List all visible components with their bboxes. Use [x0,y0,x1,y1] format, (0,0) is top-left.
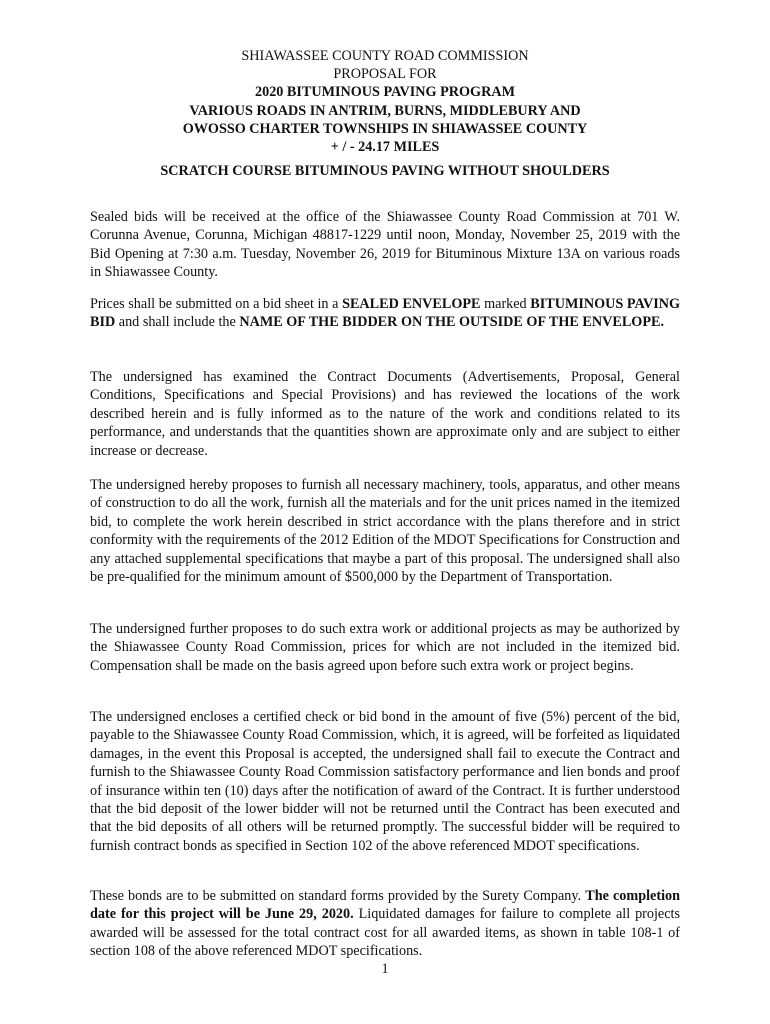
paragraph-bonds-completion [90,887,680,961]
paragraph-bid-sheet [90,295,680,332]
p2-bold-paving-bid: BITUMINOUS PAVING BID [90,296,680,331]
document-header [0,47,770,156]
header-program-title: 2020 BITUMINOUS PAVING PROGRAM [255,84,515,101]
page-number: 1 [381,961,389,977]
section-subheading: SCRATCH COURSE BITUMINOUS PAVING WITHOUT SHOULDERS [160,163,610,179]
paragraph-sealed-bids: Sealed bids will be received at the office of the Shiawassee County Road Commission at 701 W. Corunna Avenue, Corunna, Michigan 48817-1229 until noon, Monday, November 25, 2019 with the Bid Opening at 7:30 a.m. Tuesday, November 26, 2019 for Bituminous Mixture 13A on various roads in Shiawassee County. [90,209,680,281]
header-agency: SHIAWASSEE COUNTY ROAD COMMISSION [241,48,529,64]
p7-bold-completion-date: The completion date for this project will be June 29, 2020. [90,888,680,923]
p2-text-a: Prices shall be submitted on a bid sheet in a [90,296,343,312]
paragraph-furnish-machinery: The undersigned hereby proposes to furnish all necessary machinery, tools, apparatus, and other means of construction to do all the work, furnish all the materials and for the unit prices named in the itemized bid, to complete the work herein described in strict accordance with the plans therefore and in strict conformity with the requirements of the 2012 Edition of the MDOT Specifications for Construction and any attached supplemental specifications that maybe a part of this proposal. The undersigned shall also be pre-qualified for the minimum amount of $500,000 by the Department of Transportation. [90,477,680,586]
p7-text-a: These bonds are to be submitted on standard forms provided by the Surety Company. [90,888,586,904]
p2-bold-bidder-name: NAME OF THE BIDDER ON THE OUTSIDE OF THE ENVELOPE. [239,314,664,331]
p2-text-e: and shall include the [115,314,240,331]
header-roads-line: VARIOUS ROADS IN ANTRIM, BURNS, MIDDLEBURY AND [189,102,581,119]
header-townships-line: OWOSSO CHARTER TOWNSHIPS IN SHIAWASSEE COUNTY [182,120,588,137]
header-miles: + / - 24.17 MILES [330,139,440,156]
p7-text-c: Liquidated damages for failure to complete all projects awarded will be assessed for the total contract cost for all awarded items, as shown in table 108-1 of section 108 of the above referenced MDOT specifications. [90,906,680,960]
p2-bold-sealed-envelope: SEALED ENVELOPE [342,296,481,312]
paragraph-bid-bond: The undersigned encloses a certified check or bid bond in the amount of five (5%) percent of the bid, payable to the Shiawassee County Road Commission, which, it is agreed, will be forfeited as liquidated damages, in the event this Proposal is accepted, the undersigned shall fail to execute the Contract and furnish to the Shiawassee County Road Commission satisfactory performance and lien bonds and proof of insurance within ten (10) days after the notification of award of the Contract. It is further understood that the bid deposit of the lower bidder will not be returned until the Contract has been executed and that the bid deposits of all others will be returned promptly. The successful bidder will be required to furnish contract bonds as specified in Section 102 of the above referenced MDOT specifications. [90,709,680,854]
p2-text-c: marked [480,296,531,312]
paragraph-examined-documents: The undersigned has examined the Contract Documents (Advertisements, Proposal, General Conditions, Specifications and Special Provisions) and has reviewed the locations of the work described herein and is fully informed as to the nature of the work and conditions related to its performance, and understands that the quantities shown are approximate only and are subject to either increase or decrease. [90,369,680,459]
header-proposal-for: PROPOSAL FOR [333,66,437,83]
paragraph-extra-work: The undersigned further proposes to do such extra work or additional projects as may be authorized by the Shiawassee County Road Commission, prices for which are not included in the itemized bid. Compensation shall be made on the basis agreed upon before such extra work or project begins. [90,621,680,674]
